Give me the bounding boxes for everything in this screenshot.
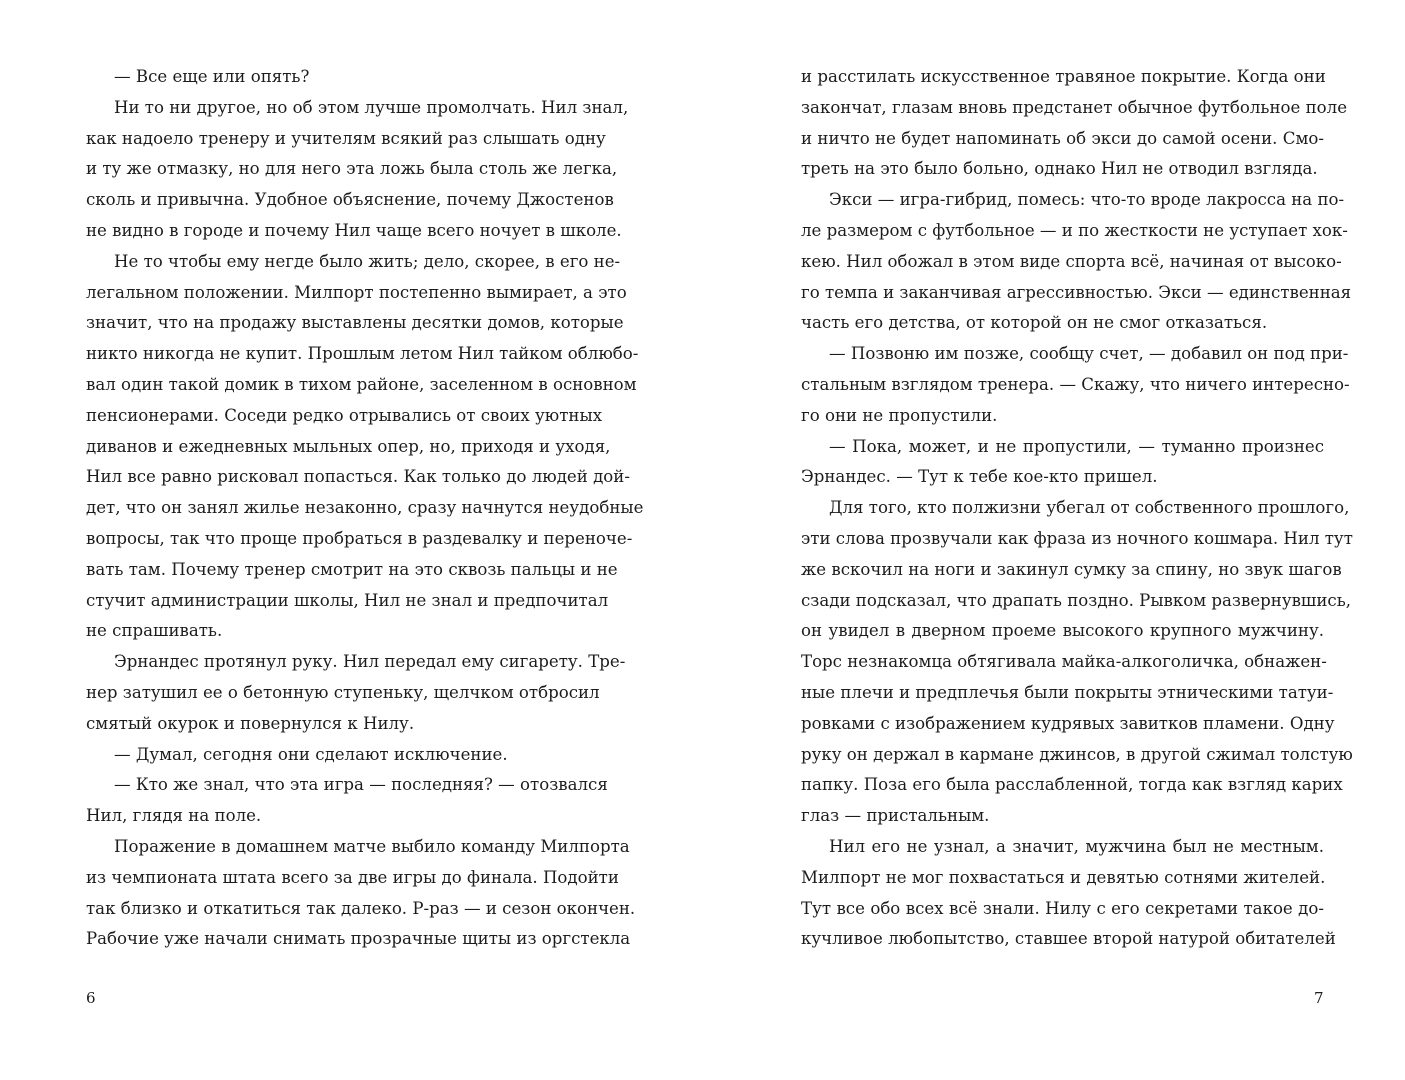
text-line: не спрашивать. xyxy=(86,621,223,641)
text-line: и расстилать искусственное травяное покрытие. Когда они xyxy=(801,67,1326,86)
text-line: же вскочил на ноги и закинул сумку за спину, но звук шагов xyxy=(801,559,1342,579)
text-line: — Кто же знал, что эта игра — последняя? — отозвался xyxy=(114,775,608,795)
text-line: — Все еще или опять? xyxy=(114,67,310,86)
text-line: смятый окурок и повернулся к Нилу. xyxy=(86,713,415,733)
text-line: Эрнандес протянул руку. Нил передал ему сигарету. Тре- xyxy=(114,652,626,672)
text-line: вопросы, так что проще пробраться в раздевалку и переноче- xyxy=(86,528,633,548)
text-line: Нил все равно рисковал попасться. Как только до людей дой- xyxy=(86,467,630,487)
text-line: кею. Нил обожал в этом виде спорта всё, начиная от высоко- xyxy=(801,251,1342,271)
text-line: — Пока, может, и не пропустили, — туманно произнес xyxy=(829,436,1324,456)
text-line: треть на это было больно, однако Нил не отводил взгляда. xyxy=(801,159,1318,179)
text-line: Эрнандес. — Тут к тебе кое-кто пришел. xyxy=(801,467,1158,487)
text-line: и ту же отмазку, но для него эта ложь была столь же легка, xyxy=(86,159,618,179)
text-line: диванов и ежедневных мыльных опер, но, приходя и уходя, xyxy=(86,436,611,456)
text-line: сколь и привычна. Удобное объяснение, почему Джостенов xyxy=(86,190,614,210)
text-line: из чемпионата штата всего за две игры до финала. Подойти xyxy=(86,867,619,887)
text-line: дет, что он занял жилье незаконно, сразу начнутся неудобные xyxy=(86,498,644,518)
text-line: эти слова прозвучали как фраза из ночного кошмара. Нил тут xyxy=(801,528,1353,548)
text-line: го темпа и заканчивая агрессивностью. Экси — единственная xyxy=(801,282,1352,302)
text-line: Рабочие уже начали снимать прозрачные щиты из оргстекла xyxy=(86,929,631,949)
text-line: закончат, глазам вновь предстанет обычное футбольное поле xyxy=(801,97,1348,117)
text-line: сзади подсказал, что драпать поздно. Рывком развернувшись, xyxy=(801,590,1352,610)
text-line: Тут все обо всех всё знали. Нилу с его секретами такое до- xyxy=(801,898,1324,918)
text-line: нер затушил ее о бетонную ступеньку, щелчком отбросил xyxy=(86,682,600,702)
text-line: не видно в городе и почему Нил чаще всего ночует в школе. xyxy=(86,220,622,240)
text-line: ле размером с футбольное — и по жесткости не уступает хок- xyxy=(801,220,1348,240)
text-line: Для того, кто полжизни убегал от собственного прошлого, xyxy=(829,498,1350,518)
text-line: вать там. Почему тренер смотрит на это сквозь пальцы и не xyxy=(86,559,618,579)
text-line: как надоело тренеру и учителям всякий раз слышать одну xyxy=(86,128,606,148)
text-line: стучит администрации школы, Нил не знал и предпочитал xyxy=(86,590,609,610)
text-line: Нил, глядя на поле. xyxy=(86,806,262,826)
text-line: часть его детства, от которой он не смог отказаться. xyxy=(801,313,1268,333)
text-line: руку он держал в кармане джинсов, в другой сжимал толстую xyxy=(801,744,1353,764)
text-line: Поражение в домашнем матче выбило команду Милпорта xyxy=(114,836,630,856)
text-line: глаз — пристальным. xyxy=(801,806,990,826)
right-page xyxy=(801,62,1353,955)
text-line: стальным взглядом тренера. — Скажу, что ничего интересно- xyxy=(801,374,1350,394)
text-line: кучливое любопытство, ставшее второй натурой обитателей xyxy=(801,929,1336,949)
text-line: легальном положении. Милпорт постепенно вымирает, а это xyxy=(86,282,627,302)
text-line: Не то чтобы ему негде было жить; дело, скорее, в его не- xyxy=(114,251,621,271)
text-line: он увидел в дверном проеме высокого крупного мужчину. xyxy=(801,621,1324,641)
text-line: вал один такой домик в тихом районе, заселенном в основном xyxy=(86,374,637,394)
text-line: и ничто не будет напоминать об экси до самой осени. Смо- xyxy=(801,128,1324,148)
text-line: никто никогда не купит. Прошлым летом Нил тайком облюбо- xyxy=(86,344,639,364)
text-line: Милпорт не мог похвастаться и девятью сотнями жителей. xyxy=(801,867,1326,887)
text-line: папку. Поза его была расслабленной, тогда как взгляд карих xyxy=(801,775,1343,795)
text-line: го они не пропустили. xyxy=(801,405,998,425)
text-line: — Позвоню им позже, сообщу счет, — добавил он под при- xyxy=(829,344,1349,364)
text-line: так близко и откатиться так далеко. Р-раз — и сезон окончен. xyxy=(86,898,636,918)
left-page xyxy=(86,62,644,955)
page-number-right: 7 xyxy=(1314,989,1324,1007)
text-line: значит, что на продажу выставлены десятки домов, которые xyxy=(86,313,624,333)
text-line: Торс незнакомца обтягивала майка-алкоголичка, обнажен- xyxy=(801,652,1327,672)
text-line: ные плечи и предплечья были покрыты этническими татуи- xyxy=(801,682,1334,702)
text-line: Нил его не узнал, а значит, мужчина был не местным. xyxy=(829,836,1324,856)
text-line: ровками с изображением кудрявых завитков пламени. Одну xyxy=(801,713,1335,733)
text-line: Ни то ни другое, но об этом лучше промолчать. Нил знал, xyxy=(114,97,629,117)
text-line: — Думал, сегодня они сделают исключение. xyxy=(114,744,508,764)
text-line: пенсионерами. Соседи редко отрывались от своих уютных xyxy=(86,405,603,425)
page-number-left: 6 xyxy=(86,989,96,1007)
text-line: Экси — игра-гибрид, помесь: что-то вроде лакросса на по- xyxy=(829,190,1345,210)
